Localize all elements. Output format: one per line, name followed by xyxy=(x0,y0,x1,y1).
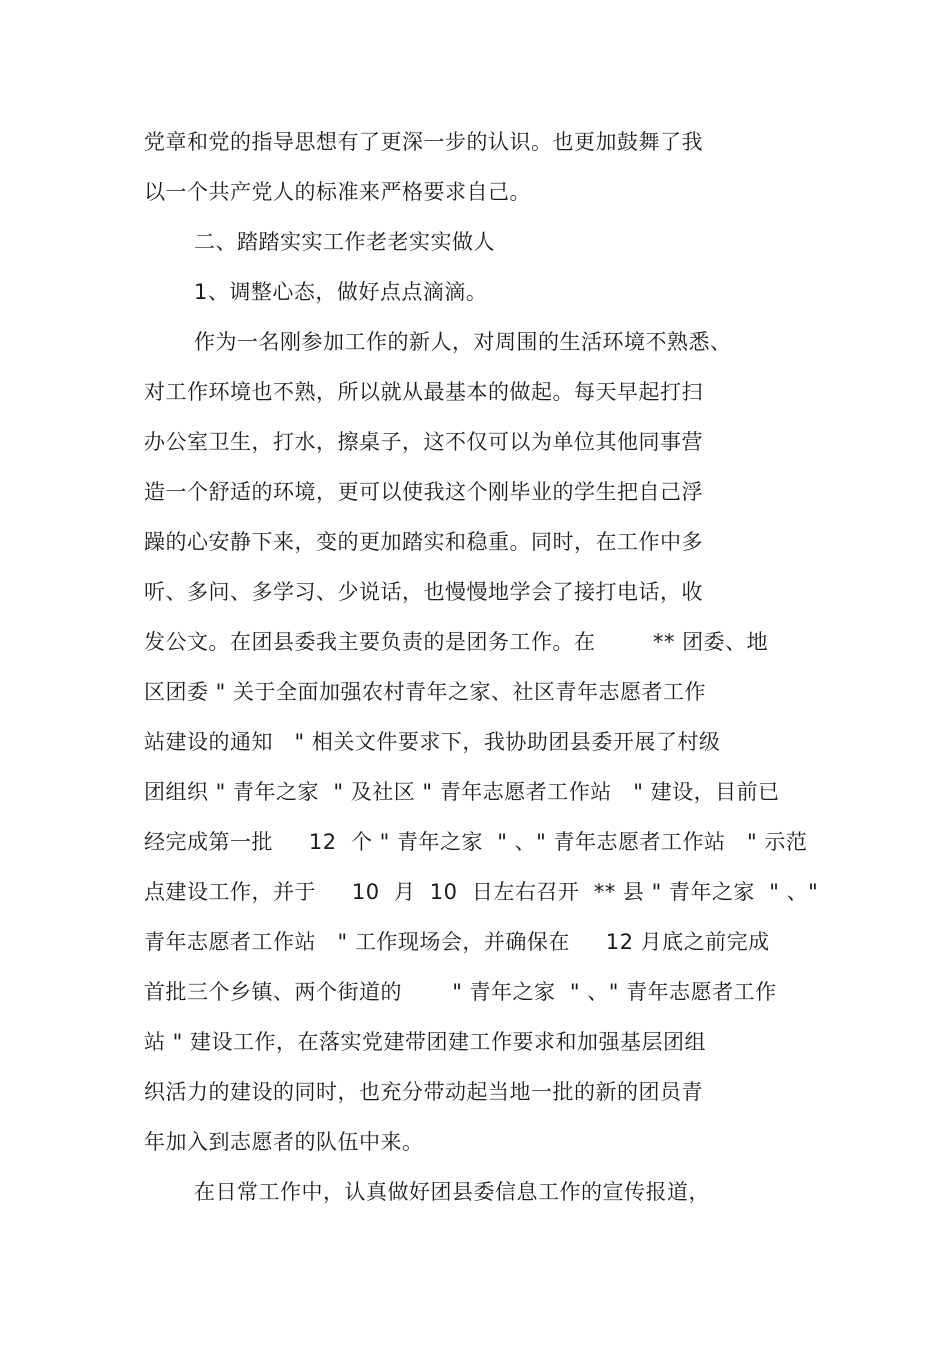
text-line: 点建设工作，并于 10 月 10 日左右召开 ** 县 " 青年之家 " 、" xyxy=(144,880,819,904)
text-line: 躁的心安静下来，变的更加踏实和稳重。同时，在工作中多 xyxy=(144,530,703,554)
text-line: 首批三个乡镇、两个街道的 " 青年之家 " 、" 青年志愿者工作 xyxy=(144,980,777,1004)
text-line: 织活力的建设的同时，也充分带动起当地一批的新的团员青 xyxy=(144,1080,703,1104)
text-line: 发公文。在团县委我主要负责的是团务工作。在 ** 团委、地 xyxy=(144,630,769,654)
text-line: 党章和党的指导思想有了更深一步的认识。也更加鼓舞了我 xyxy=(144,130,703,154)
text-line: 青年志愿者工作站 " 工作现场会，并确保在 12 月底之前完成 xyxy=(144,930,770,954)
subsection-heading: 1、调整心态，做好点点滴滴。 xyxy=(194,280,488,304)
text-line: 对工作环境也不熟，所以就从最基本的做起。每天早起打扫 xyxy=(144,380,703,404)
section-heading: 二、踏踏实实工作老老实实做人 xyxy=(194,230,495,254)
text-line: 经完成第一批 12 个 " 青年之家 " 、" 青年志愿者工作站 " 示范 xyxy=(144,830,808,854)
text-line: 作为一名刚参加工作的新人，对周围的生活环境不熟悉、 xyxy=(194,330,732,354)
text-line: 年加入到志愿者的队伍中来。 xyxy=(144,1130,424,1154)
text-line: 办公室卫生，打水，擦桌子，这不仅可以为单位其他同事营 xyxy=(144,430,703,454)
text-line: 以一个共产党人的标准来严格要求自己。 xyxy=(144,180,531,204)
text-line: 在日常工作中，认真做好团县委信息工作的宣传报道， xyxy=(194,1180,710,1204)
text-line: 站建设的通知 " 相关文件要求下，我协助团县委开展了村级 xyxy=(144,730,721,754)
text-line: 造一个舒适的环境，更可以使我这个刚毕业的学生把自己浮 xyxy=(144,480,703,504)
text-line: 区团委 " 关于全面加强农村青年之家、社区青年志愿者工作 xyxy=(144,680,707,704)
text-line: 团组织 " 青年之家 " 及社区 " 青年志愿者工作站 " 建设，目前已 xyxy=(144,780,780,804)
text-line: 站 " 建设工作，在落实党建带团建工作要求和加强基层团组 xyxy=(144,1030,707,1054)
text-line: 听、多问、多学习、少说话，也慢慢地学会了接打电话，收 xyxy=(144,580,703,604)
